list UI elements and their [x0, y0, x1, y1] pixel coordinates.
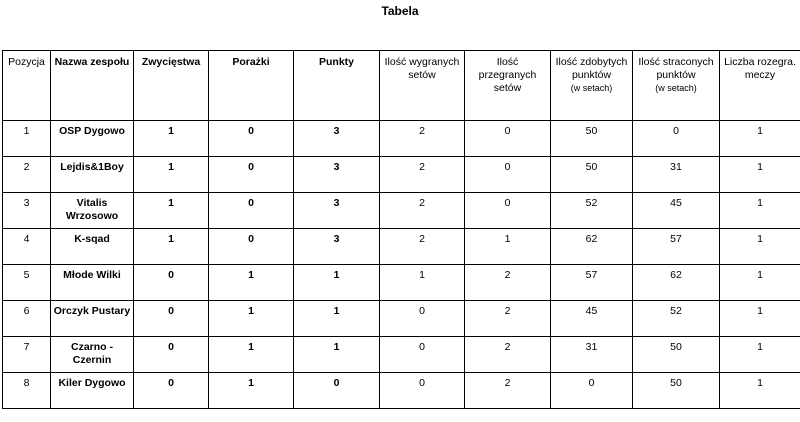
- table-cell: 1: [720, 265, 800, 301]
- team-name-cell: K-sqad: [51, 229, 134, 265]
- table-cell: 1: [209, 373, 294, 409]
- column-header-label: Porażki: [232, 56, 270, 68]
- team-name-cell: Vitalis Wrzosowo: [51, 193, 134, 229]
- column-header: [380, 51, 465, 121]
- table-row: [3, 373, 800, 409]
- column-header-note: (w setach): [570, 83, 613, 93]
- team-name-cell: Kiler Dygowo: [51, 373, 134, 409]
- table-cell: 2: [465, 337, 551, 373]
- table-cell: 1: [380, 265, 465, 301]
- table-cell: 0: [209, 229, 294, 265]
- table-row: [3, 337, 800, 373]
- table-cell: 1: [720, 157, 800, 193]
- table-cell: 0: [465, 157, 551, 193]
- column-header-label: Nazwa zespołu: [54, 56, 130, 68]
- table-cell: 0: [380, 301, 465, 337]
- table-cell: 2: [380, 157, 465, 193]
- table-cell: 50: [633, 337, 720, 373]
- column-header-label: Ilość straconych punktów: [638, 56, 714, 81]
- page-title: Tabela: [381, 4, 419, 18]
- table-cell: 1: [294, 301, 380, 337]
- table-cell: 0: [465, 121, 551, 157]
- table-cell: 2: [465, 265, 551, 301]
- table-cell: 2: [465, 373, 551, 409]
- column-header: [294, 51, 380, 121]
- column-header-label: Ilość wygranych setów: [384, 56, 460, 81]
- team-name-cell: Orczyk Pustary: [51, 301, 134, 337]
- table-cell: 52: [633, 301, 720, 337]
- table-cell: 0: [209, 193, 294, 229]
- table-cell: 1: [134, 157, 209, 193]
- table-cell: 0: [294, 373, 380, 409]
- table-cell: 1: [134, 229, 209, 265]
- table-cell: 4: [3, 229, 51, 265]
- table-cell: 0: [551, 373, 633, 409]
- column-header-label: Liczba rozegra. meczy: [724, 56, 796, 81]
- table-cell: 1: [134, 193, 209, 229]
- table-cell: 0: [209, 121, 294, 157]
- table-cell: 1: [134, 121, 209, 157]
- table-row: [3, 301, 800, 337]
- table-cell: 1: [720, 229, 800, 265]
- table-cell: 3: [294, 157, 380, 193]
- column-header-note: (w setach): [655, 83, 697, 93]
- table-cell: 6: [3, 301, 51, 337]
- column-header: [465, 51, 551, 121]
- table-cell: 2: [3, 157, 51, 193]
- table-cell: 2: [380, 121, 465, 157]
- standings-table: [2, 50, 800, 409]
- table-cell: 3: [294, 229, 380, 265]
- team-name-cell: Lejdis&1Boy: [51, 157, 134, 193]
- table-cell: 3: [294, 121, 380, 157]
- table-cell: 1: [209, 265, 294, 301]
- team-name-cell: Czarno - Czernin: [51, 337, 134, 373]
- column-header: [3, 51, 51, 121]
- table-row: [3, 193, 800, 229]
- table-row: [3, 121, 800, 157]
- table-cell: 0: [380, 373, 465, 409]
- column-header: [551, 51, 633, 121]
- table-cell: 45: [551, 301, 633, 337]
- table-cell: 50: [633, 373, 720, 409]
- table-cell: 1: [720, 373, 800, 409]
- table-cell: 1: [294, 337, 380, 373]
- column-header: [209, 51, 294, 121]
- table-cell: 2: [380, 229, 465, 265]
- table-cell: 52: [551, 193, 633, 229]
- table-cell: 0: [134, 337, 209, 373]
- table-cell: 45: [633, 193, 720, 229]
- table-cell: 0: [209, 157, 294, 193]
- table-cell: 1: [209, 301, 294, 337]
- table-cell: 1: [720, 301, 800, 337]
- column-header: [633, 51, 720, 121]
- table-cell: 0: [134, 373, 209, 409]
- table-row: [3, 265, 800, 301]
- table-cell: 1: [720, 337, 800, 373]
- table-cell: 2: [380, 193, 465, 229]
- table-cell: 1: [209, 337, 294, 373]
- table-cell: 31: [551, 337, 633, 373]
- table-cell: 62: [633, 265, 720, 301]
- column-header-label: Zwycięstwa: [141, 56, 201, 68]
- table-cell: 1: [720, 121, 800, 157]
- table-cell: 3: [294, 193, 380, 229]
- table-cell: 5: [3, 265, 51, 301]
- table-cell: 62: [551, 229, 633, 265]
- table-cell: 57: [551, 265, 633, 301]
- table-cell: 31: [633, 157, 720, 193]
- table-cell: 0: [633, 121, 720, 157]
- table-cell: 1: [3, 121, 51, 157]
- column-header: [134, 51, 209, 121]
- team-name-cell: Młode Wilki: [51, 265, 134, 301]
- table-cell: 1: [720, 193, 800, 229]
- column-header-label: Punkty: [318, 56, 354, 68]
- table-cell: 57: [633, 229, 720, 265]
- team-name-cell: OSP Dygowo: [51, 121, 134, 157]
- column-header-label: Ilość przegranych setów: [478, 56, 537, 94]
- table-cell: 50: [551, 121, 633, 157]
- table-cell: 8: [3, 373, 51, 409]
- table-row: [3, 229, 800, 265]
- table-cell: 0: [465, 193, 551, 229]
- table-cell: 0: [134, 301, 209, 337]
- table-row: [3, 157, 800, 193]
- column-header-label: Pozycja: [8, 56, 45, 68]
- column-header-label: Ilość zdobytych punktów: [555, 56, 628, 81]
- table-cell: 7: [3, 337, 51, 373]
- table-cell: 1: [465, 229, 551, 265]
- column-header: [51, 51, 134, 121]
- table-cell: 0: [380, 337, 465, 373]
- column-header: [720, 51, 800, 121]
- table-cell: 50: [551, 157, 633, 193]
- table-cell: 2: [465, 301, 551, 337]
- table-cell: 1: [294, 265, 380, 301]
- table-cell: 3: [3, 193, 51, 229]
- table-cell: 0: [134, 265, 209, 301]
- header-row: [3, 51, 800, 121]
